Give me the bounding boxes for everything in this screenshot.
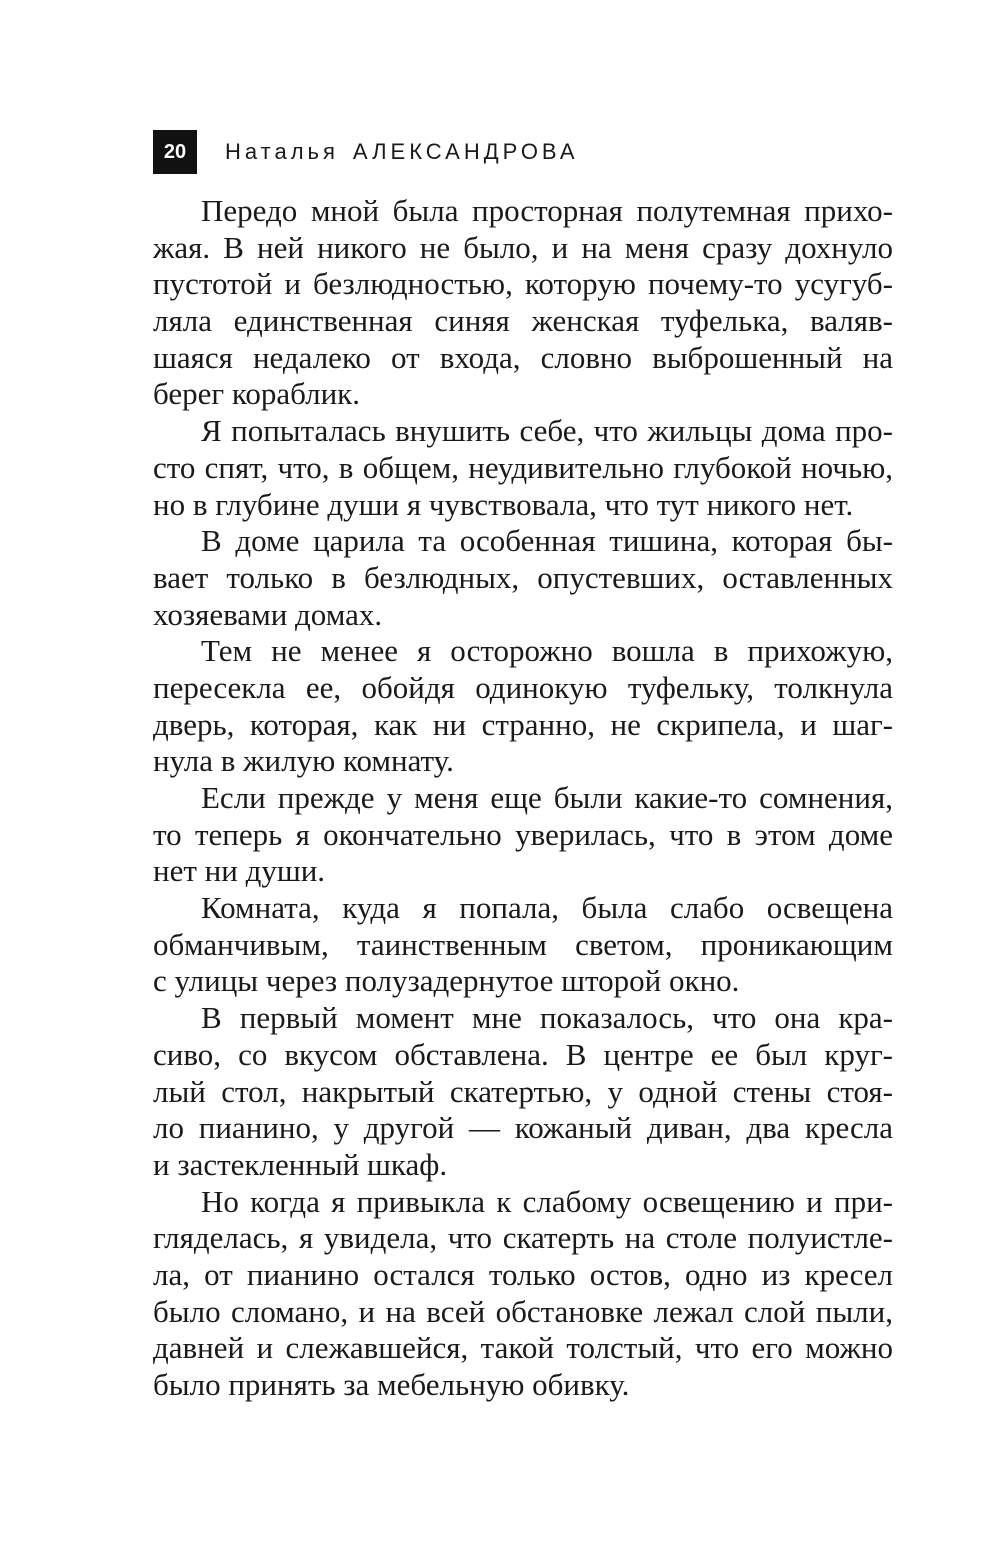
running-head-author xyxy=(225,139,579,165)
running-header xyxy=(153,130,579,174)
text-line: Комната, куда я попала, была слабо освещена xyxy=(201,890,893,926)
text-line: лый стол, накрытый скатертью, у одной стены стоя- xyxy=(153,1073,893,1109)
text-line: Я попыталась внушить себе, что жильцы дома про- xyxy=(201,413,893,449)
text-line: шаяся недалеко от входа, словно выброшенный на xyxy=(153,339,893,375)
text-line: сиво, со вкусом обставлена. В центре ее был круг- xyxy=(153,1036,893,1072)
text-line: Если прежде у меня еще были какие-то сомнения, xyxy=(201,780,893,815)
text-line: Но когда я привыкла к слабому освещению и при- xyxy=(201,1183,893,1219)
text-line: обманчивым, таинственным светом, проникающим xyxy=(153,926,893,962)
paragraph xyxy=(153,1000,893,1183)
author-last-name: АЛЕКСАНДРОВА xyxy=(352,139,579,164)
author-first-name: Наталья xyxy=(225,139,339,164)
text-line: то теперь я окончательно уверилась, что в этом доме xyxy=(153,816,893,852)
paragraph xyxy=(153,1184,893,1404)
text-line: нула в жилую комнату. xyxy=(153,743,454,779)
paragraph xyxy=(153,193,893,413)
text-line: и застекленный шкаф. xyxy=(153,1146,448,1182)
paragraph xyxy=(153,890,893,1000)
text-line: жая. В ней никого не было, и на меня сразу дохнуло xyxy=(153,229,893,265)
text-line: вает только в безлюдных, опустевших, оставленных xyxy=(153,559,893,595)
body-text xyxy=(153,193,893,1404)
text-line: но в глубине души я чувствовала, что тут никого нет. xyxy=(153,486,854,522)
text-line: было сломано, и на всей обстановке лежал слой пыли, xyxy=(153,1293,893,1329)
text-line: Тем не менее я осторожно вошла в прихожую, xyxy=(201,633,893,669)
text-line: гляделась, я увидела, что скатерть на столе полуистле- xyxy=(153,1220,893,1256)
text-line: дверь, которая, как ни странно, не скрипела, и шаг- xyxy=(153,706,893,742)
text-line: сто спят, что, в общем, неудивительно глубокой ночью, xyxy=(153,449,893,485)
text-line: ло пианино, у другой — кожаный диван, два кресла xyxy=(153,1110,893,1146)
text-line: ла, от пианино остался только остов, одно из кресел xyxy=(153,1256,893,1292)
text-line: хозяевами домах. xyxy=(153,596,383,632)
text-line: берег кораблик. xyxy=(153,376,360,412)
paragraph xyxy=(153,633,893,780)
page-number: 20 xyxy=(153,130,197,174)
text-line: Передо мной была просторная полутемная прихо- xyxy=(201,193,893,228)
text-line: пустотой и безлюдностью, которую почему-то усугуб- xyxy=(153,266,893,302)
text-line: давней и слежавшейся, такой толстый, что его можно xyxy=(153,1330,893,1366)
paragraph xyxy=(153,413,893,523)
text-line: пересекла ее, обойдя одинокую туфельку, толкнула xyxy=(153,669,893,705)
text-line: ляла единственная синяя женская туфелька, валяв- xyxy=(153,303,893,339)
text-line: нет ни души. xyxy=(153,853,326,889)
paragraph xyxy=(153,780,893,890)
text-line: В доме царила та особенная тишина, которая бы- xyxy=(201,523,893,559)
text-line: с улицы через полузадернутое шторой окно. xyxy=(153,963,740,999)
text-line: В первый момент мне показалось, что она кра- xyxy=(201,1000,893,1036)
text-line: было принять за мебельную обивку. xyxy=(153,1367,630,1402)
paragraph xyxy=(153,523,893,633)
